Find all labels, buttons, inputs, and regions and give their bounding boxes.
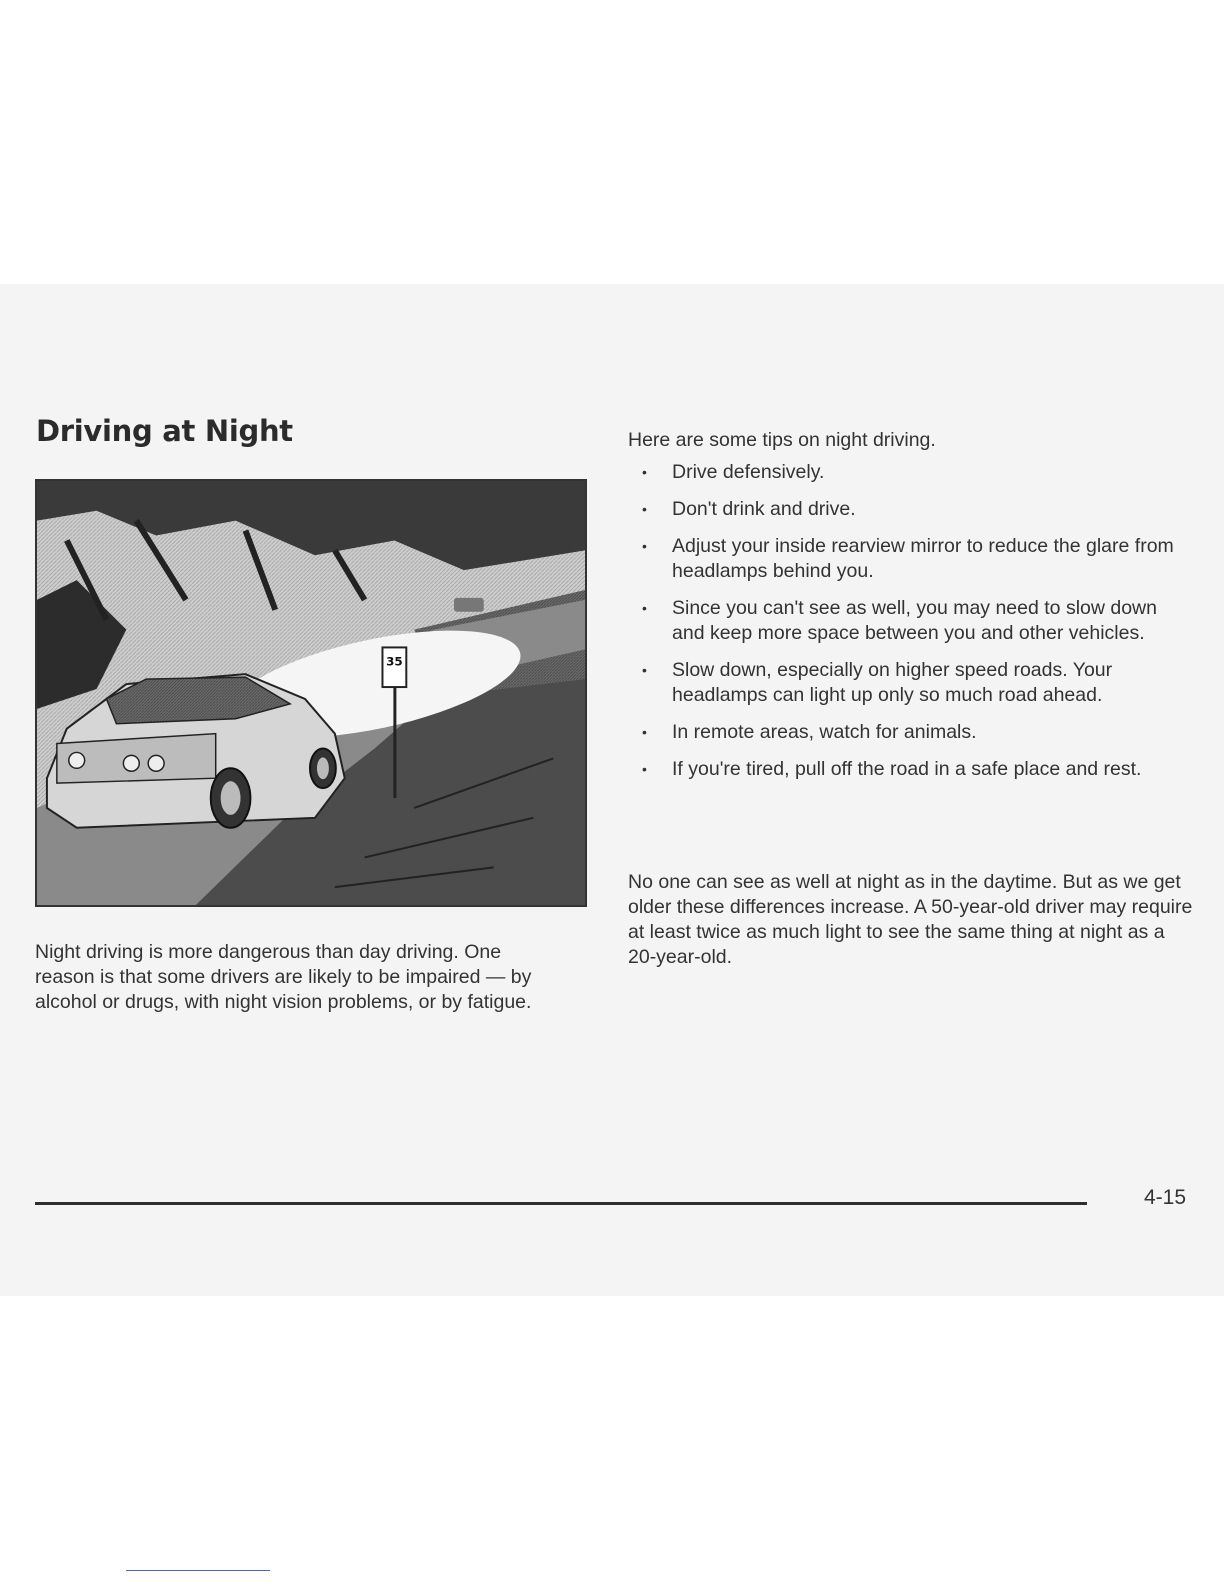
bottom-divider xyxy=(126,1570,270,1571)
tip-text: Since you can't see as well, you may need to slow down and keep more space between you and other vehicles. xyxy=(672,597,1157,644)
tip-text: If you're tired, pull off the road in a safe place and rest. xyxy=(672,758,1142,780)
tip-item xyxy=(640,757,1180,782)
bullet-icon: • xyxy=(642,600,647,616)
tip-item xyxy=(640,658,1180,708)
night-road-scene xyxy=(37,481,585,905)
tip-text: Slow down, especially on higher speed roads. Your headlamps can light up only so much road ahead. xyxy=(672,659,1113,706)
night-driving-tips-list xyxy=(640,460,1180,794)
tip-text: In remote areas, watch for animals. xyxy=(672,721,977,743)
tip-text: Drive defensively. xyxy=(672,461,825,483)
tip-item xyxy=(640,720,1180,745)
rear-wheel-hub xyxy=(221,781,241,815)
tip-item xyxy=(640,497,1180,522)
bullet-icon: • xyxy=(642,662,647,678)
tip-item xyxy=(640,460,1180,485)
page-title: Driving at Night xyxy=(36,414,293,448)
tip-text: Adjust your inside rearview mirror to reduce the glare from headlamps behind you. xyxy=(672,535,1174,582)
bullet-icon: • xyxy=(642,538,647,554)
tip-item xyxy=(640,534,1180,584)
night-driving-illustration xyxy=(35,479,587,907)
tail-light-left-inner xyxy=(123,755,139,771)
tail-light-right xyxy=(148,755,164,771)
tip-item xyxy=(640,596,1180,646)
bullet-icon: • xyxy=(642,464,647,480)
tip-text: Don't drink and drive. xyxy=(672,498,856,520)
speed-limit-number: 35 xyxy=(386,654,403,669)
tips-intro: Here are some tips on night driving. xyxy=(628,429,936,451)
bullet-icon: • xyxy=(642,724,647,740)
oncoming-car xyxy=(454,598,484,612)
tail-light-left-outer xyxy=(69,752,85,768)
age-vision-paragraph: No one can see as well at night as in the daytime. But as we get older these differences increase. A 50-year-old driver may require at least twice as much light to see the same thing at night as a 20-year-old. xyxy=(628,871,1193,968)
footer-rule xyxy=(35,1202,1087,1205)
bullet-icon: • xyxy=(642,501,647,517)
bullet-icon: • xyxy=(642,761,647,777)
night-driving-danger-paragraph: Night driving is more dangerous than day driving. One reason is that some drivers are likely to be impaired — by alcohol or drugs, with night vision problems, or by fatigue. xyxy=(35,941,532,1013)
sign-post xyxy=(393,679,396,798)
page-number: 4-15 xyxy=(1144,1186,1187,1209)
front-wheel-hub xyxy=(317,757,329,779)
